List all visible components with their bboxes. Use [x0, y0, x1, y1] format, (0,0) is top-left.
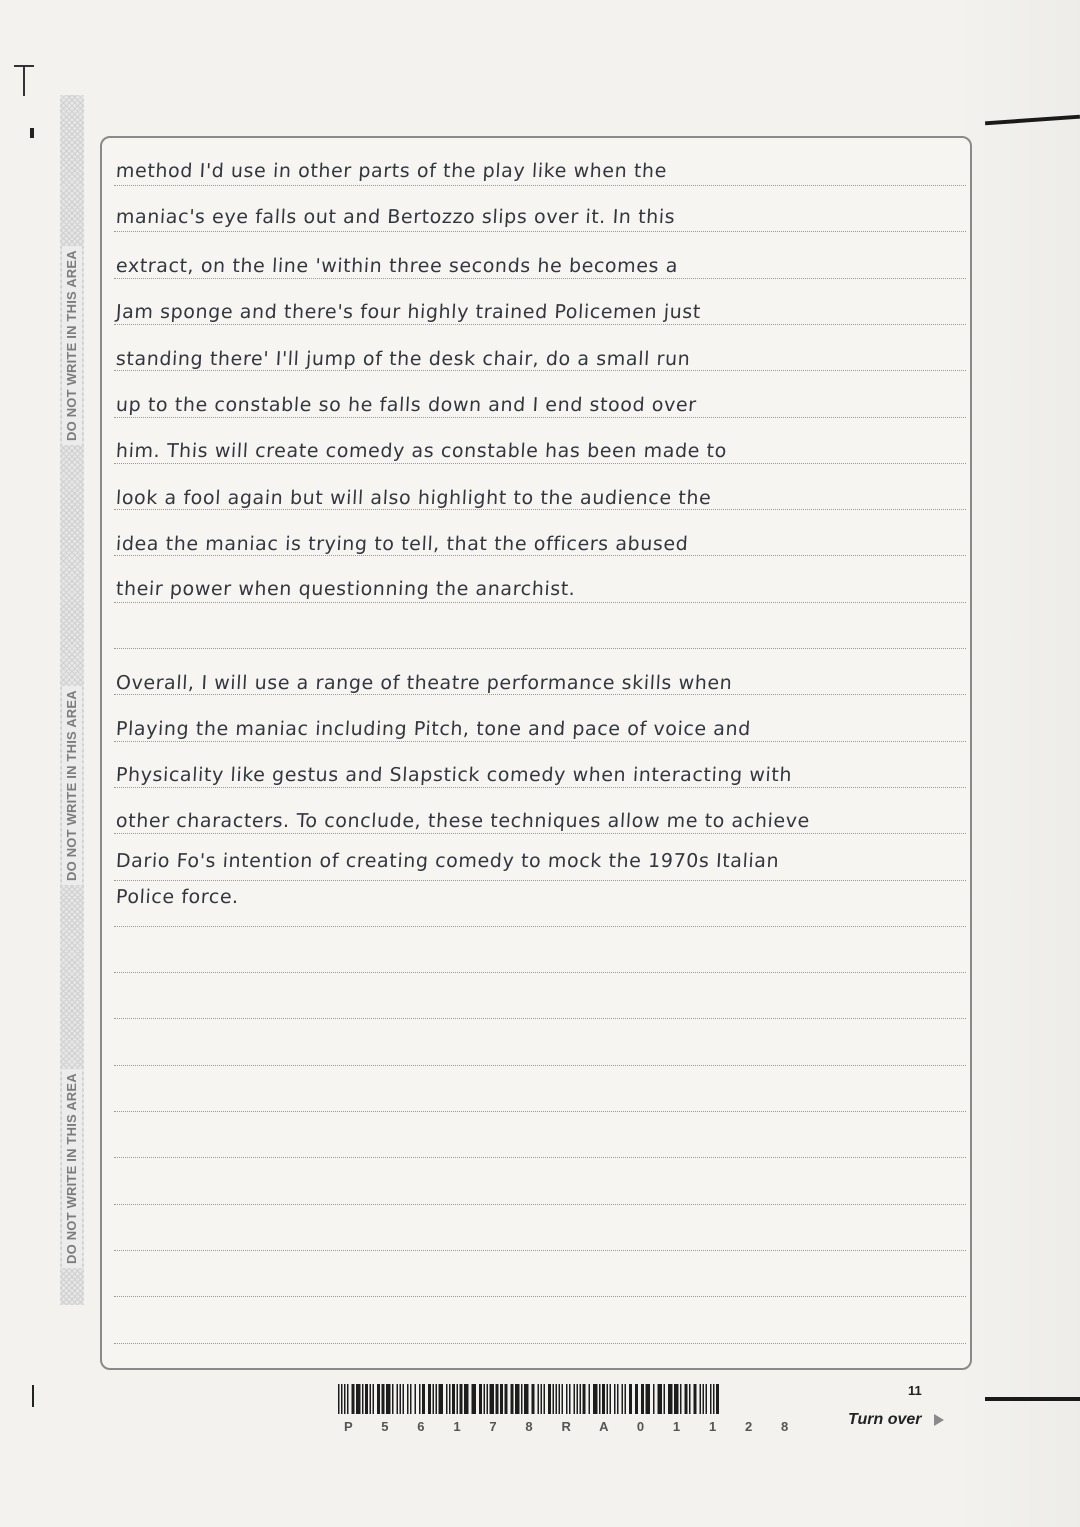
ruled-line — [114, 741, 966, 742]
barcode-bar — [541, 1384, 543, 1414]
barcode-bar — [538, 1384, 540, 1414]
barcode-bar — [625, 1384, 627, 1414]
ruled-line — [114, 1296, 966, 1297]
barcode-bar — [452, 1384, 455, 1414]
barcode-bar — [352, 1384, 355, 1414]
triangle-right-icon — [934, 1414, 944, 1426]
ruled-line — [114, 1018, 966, 1019]
barcode-bar — [521, 1384, 523, 1414]
barcode-bar — [386, 1384, 391, 1414]
barcode-bar — [400, 1384, 402, 1414]
barcode-bar — [464, 1384, 469, 1414]
ruled-line — [114, 1343, 966, 1344]
ruled-line — [114, 1204, 966, 1205]
barcode-bar — [428, 1384, 431, 1414]
barcode-bar — [515, 1384, 520, 1414]
answer-line: him. This will create comedy as constable has been made to — [115, 440, 728, 462]
barcode-bar — [607, 1384, 609, 1414]
barcode-bar — [710, 1384, 712, 1414]
barcode-bar — [419, 1384, 421, 1414]
answer-line: idea the maniac is trying to tell, that the officers abused — [115, 533, 689, 555]
answer-line: Physicality like gestus and Slapstick comedy when interacting with — [115, 764, 793, 786]
ruled-line — [114, 926, 966, 927]
ruled-line — [114, 555, 966, 556]
ruled-line — [114, 185, 966, 186]
margin-warning-label: DO NOT WRITE IN THIS AREA — [62, 246, 82, 445]
barcode-bar — [614, 1384, 616, 1414]
ruled-line — [114, 1065, 966, 1066]
barcode-bar — [689, 1384, 691, 1414]
ruled-line — [114, 602, 966, 603]
barcode-bar — [617, 1384, 619, 1414]
margin-tick — [32, 1385, 34, 1407]
barcode-bar — [356, 1384, 361, 1414]
answer-line: standing there' I'll jump of the desk chair, do a small run — [115, 348, 691, 370]
barcode-bar — [436, 1384, 438, 1414]
barcode-bar — [446, 1384, 448, 1414]
answer-line: Playing the maniac including Pitch, tone and pace of voice and — [115, 718, 752, 740]
ruled-line — [114, 417, 966, 418]
barcode-bar — [505, 1384, 508, 1414]
margin-tick — [30, 128, 34, 138]
margin-warning-label: DO NOT WRITE IN THIS AREA — [62, 1069, 82, 1268]
barcode-bar — [713, 1384, 715, 1414]
barcode — [338, 1384, 724, 1414]
barcode-bar — [449, 1384, 451, 1414]
barcode-bar — [548, 1384, 551, 1414]
barcode-bar — [658, 1384, 663, 1414]
barcode-bar — [641, 1384, 644, 1414]
barcode-bar — [347, 1384, 349, 1414]
barcode-bar — [664, 1384, 666, 1414]
answer-line: Dario Fo's intention of creating comedy to mock the 1970s Italian — [115, 850, 780, 872]
answer-line: maniac's eye falls out and Bertozzo slips over it. In this — [115, 206, 676, 228]
barcode-bar — [556, 1384, 558, 1414]
edge-bar — [985, 1397, 1080, 1401]
barcode-bar — [365, 1384, 368, 1414]
ruled-line — [114, 694, 966, 695]
barcode-bar — [377, 1384, 380, 1414]
margin-warning-label: DO NOT WRITE IN THIS AREA — [62, 686, 82, 885]
ruled-line — [114, 370, 966, 371]
barcode-bar — [422, 1384, 425, 1414]
barcode-bar — [716, 1384, 719, 1414]
barcode-bar — [500, 1384, 503, 1414]
barcode-bar — [460, 1384, 463, 1414]
barcode-bar — [694, 1384, 697, 1414]
page-number: 11 — [908, 1383, 922, 1398]
barcode-digits: P 5 6 1 7 8 R A 0 1 1 2 8 — [344, 1419, 801, 1434]
barcode-bar — [457, 1384, 459, 1414]
ruled-line — [114, 1157, 966, 1158]
barcode-bar — [544, 1384, 546, 1414]
answer-line: Overall, I will use a range of theatre performance skills when — [115, 672, 733, 694]
answer-line: their power when questionning the anarchist. — [115, 578, 577, 600]
barcode-bar — [602, 1384, 605, 1414]
barcode-bar — [370, 1384, 372, 1414]
barcode-bar — [622, 1384, 624, 1414]
crop-mark-icon — [12, 62, 38, 98]
barcode-bar — [574, 1384, 576, 1414]
answer-line: other characters. To conclude, these techniques allow me to achieve — [115, 810, 811, 832]
barcode-bar — [646, 1384, 651, 1414]
barcode-bar — [599, 1384, 601, 1414]
barcode-bar — [569, 1384, 571, 1414]
barcode-bar — [577, 1384, 579, 1414]
barcode-bar — [589, 1384, 591, 1414]
ruled-line — [114, 648, 966, 649]
ruled-line — [114, 787, 966, 788]
answer-line: Jam sponge and there's four highly trained Policemen just — [115, 301, 702, 323]
barcode-bar — [344, 1384, 346, 1414]
ruled-line — [114, 833, 966, 834]
ruled-line — [114, 324, 966, 325]
answer-line: extract, on the line 'within three seconds he becomes a — [115, 255, 679, 277]
barcode-bar — [629, 1384, 632, 1414]
barcode-bar — [415, 1384, 417, 1414]
barcode-bar — [685, 1384, 688, 1414]
barcode-bar — [472, 1384, 477, 1414]
barcode-bar — [341, 1384, 343, 1414]
barcode-bar — [593, 1384, 598, 1414]
answer-line: method I'd use in other parts of the play like when the — [115, 160, 668, 182]
barcode-bar — [511, 1384, 514, 1414]
barcode-bar — [407, 1384, 409, 1414]
barcode-bar — [553, 1384, 555, 1414]
ruled-line — [114, 278, 966, 279]
barcode-bar — [479, 1384, 482, 1414]
barcode-bar — [674, 1384, 679, 1414]
barcode-bar — [680, 1384, 682, 1414]
ruled-line — [114, 509, 966, 510]
barcode-bar — [566, 1384, 568, 1414]
ruled-line — [114, 1250, 966, 1251]
barcode-bar — [653, 1384, 655, 1414]
barcode-bar — [580, 1384, 582, 1414]
barcode-bar — [532, 1384, 535, 1414]
barcode-bar — [706, 1384, 708, 1414]
barcode-bar — [496, 1384, 499, 1414]
barcode-bar — [487, 1384, 489, 1414]
barcode-bar — [559, 1384, 561, 1414]
barcode-bar — [439, 1384, 444, 1414]
barcode-bar — [562, 1384, 564, 1414]
barcode-bar — [397, 1384, 399, 1414]
barcode-bar — [403, 1384, 405, 1414]
ruled-line — [114, 880, 966, 881]
barcode-bar — [338, 1384, 340, 1414]
turn-over-label[interactable]: Turn over — [848, 1411, 922, 1428]
answer-line: up to the constable so he falls down and I end stood over — [115, 394, 698, 416]
answer-line: Police force. — [115, 886, 240, 908]
barcode-bar — [362, 1384, 364, 1414]
edge-bar — [985, 115, 1080, 126]
barcode-bar — [610, 1384, 612, 1414]
ruled-line — [114, 972, 966, 973]
ruled-line — [114, 231, 966, 232]
barcode-bar — [373, 1384, 375, 1414]
barcode-bar — [583, 1384, 586, 1414]
barcode-bar — [490, 1384, 495, 1414]
answer-line: look a fool again but will also highlight to the audience the — [115, 487, 712, 509]
barcode-bar — [484, 1384, 486, 1414]
barcode-bar — [392, 1384, 394, 1414]
barcode-bar — [433, 1384, 435, 1414]
ruled-line — [114, 463, 966, 464]
barcode-bar — [700, 1384, 702, 1414]
barcode-bar — [668, 1384, 673, 1414]
barcode-bar — [635, 1384, 638, 1414]
barcode-bar — [382, 1384, 385, 1414]
barcode-bar — [524, 1384, 529, 1414]
barcode-bar — [703, 1384, 705, 1414]
ruled-line — [114, 1111, 966, 1112]
barcode-bar — [410, 1384, 412, 1414]
